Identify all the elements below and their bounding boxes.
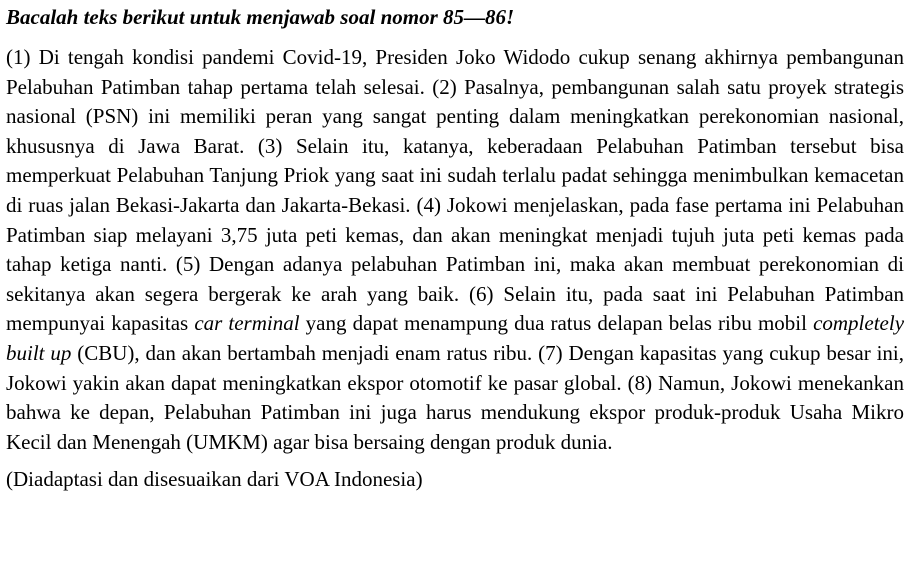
instruction-heading: Bacalah teks berikut untuk menjawab soal nomor 85—86! [6, 5, 515, 29]
term-car-terminal: car terminal [194, 311, 300, 336]
reading-passage [6, 43, 904, 457]
sentence-5: (5) Dengan adanya pelabuhan Patimban ini, maka akan membuat perekonomian di sekitanya akan segera bergerak ke arah yang baik. [6, 252, 904, 306]
sentence-7: (7) Dengan kapasitas yang cukup besar ini, Jokowi yakin akan dapat meningkatkan ekspor otomotif ke pasar global. [6, 340, 904, 395]
term-completely-built-up: completely built up [6, 311, 905, 365]
sentence-6-part-a: (6) Selain itu, pada saat ini Pelabuhan Patimban mempunyai kapasitas [6, 281, 905, 336]
source-citation: (Diadaptasi dan disesuaikan dari VOA Indonesia) [6, 467, 423, 492]
sentence-2: (2) Pasalnya, pembangunan salah satu proyek strategis nasional (PSN) ini memiliki peran yang sangat penting dalam meningkatkan perekonomian nasional, khususnya di Jawa Barat. [6, 74, 904, 158]
sentence-8: (8) Namun, Jokowi menekankan bahwa ke depan, Pelabuhan Patimban ini juga harus mendukung ekspor produk-produk Usaha Mikro Kecil dan Menengah (UMKM) agar bisa bersaing dengan produk dunia. [6, 370, 904, 454]
sentence-4: (4) Jokowi menjelaskan, pada fase pertama ini Pelabuhan Patimban siap melayani 3,75 juta peti kemas, dan akan meningkat menjadi tujuh juta peti kemas pada tahap ketiga nanti. [6, 192, 904, 277]
sentence-3: (3) Selain itu, katanya, keberadaan Pelabuhan Patimban tersebut bisa memperkuat Pelabuhan Tanjung Priok yang saat ini sudah terlalu padat sehingga menimbulkan kemacetan di ruas jalan Bekasi-Jakarta dan Jakarta-Bekasi. [6, 133, 904, 217]
sentence-6-part-b: yang dapat menampung dua ratus delapan belas ribu mobil [299, 311, 814, 336]
sentence-6-part-c: (CBU), dan akan bertambah menjadi enam ratus ribu. [71, 340, 539, 365]
sentence-1: (1) Di tengah kondisi pandemi Covid-19, Presiden Joko Widodo cukup senang akhirnya pembangunan Pelabuhan Patimban tahap pertama telah selesai. [6, 45, 904, 99]
